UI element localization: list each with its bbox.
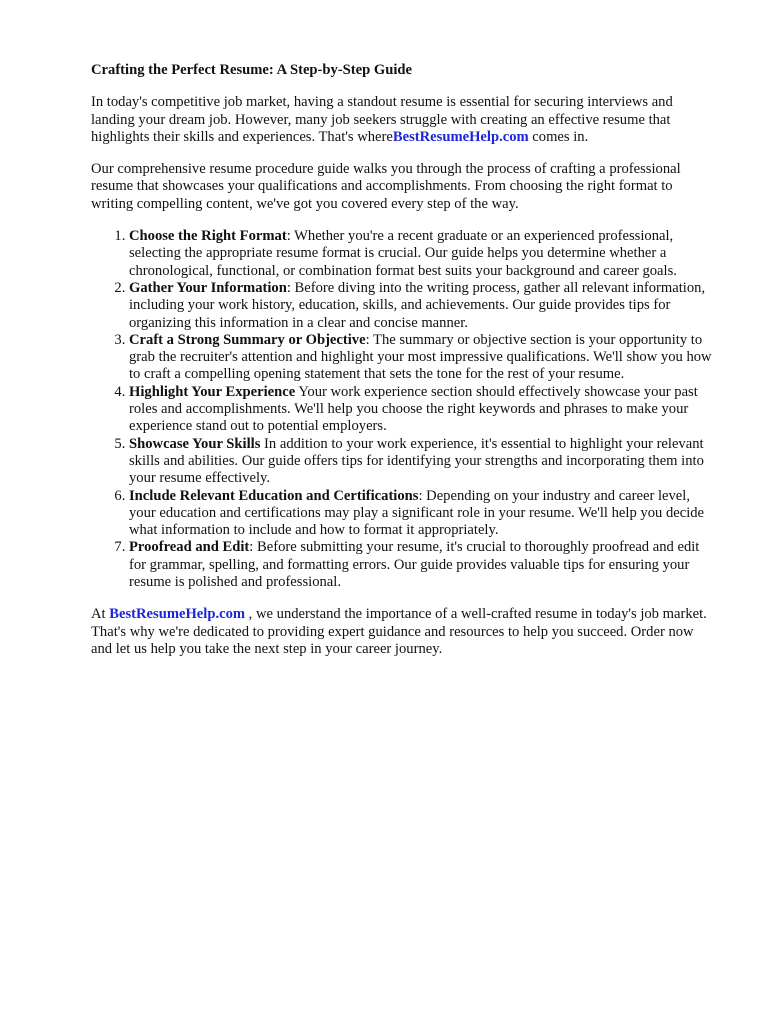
step-separator: :: [418, 487, 423, 504]
list-item: [129, 384, 718, 436]
page-title: Crafting the Perfect Resume: A Step-by-Step Guide: [91, 62, 413, 78]
list-item: [129, 488, 718, 540]
list-item: [129, 280, 718, 332]
closing-link[interactable]: BestResumeHelp.com: [109, 606, 246, 623]
step-lead: Craft a Strong Summary or Objective: [129, 331, 366, 348]
step-body: Whether you're a recent graduate or an experienced professional, selecting the appropriate resume format is crucial. Our guide helps you determine whether a chronological, functional, or combination format best suits your background and career goals.: [129, 228, 677, 279]
step-body: In addition to your work experience, it's essential to highlight your relevant skills and abilities. Our guide offers tips for identifying your strengths and incorporating them into your resume effectively.: [129, 435, 704, 487]
list-item: [129, 436, 718, 488]
intro-text: In today's competitive job market, having a standout resume is essential for securing interviews and landing your dream job. However, many job seekers struggle with creating an effective resume that highlights their skills and experiences. That's where: [91, 94, 673, 145]
step-separator: :: [286, 228, 291, 245]
steps-list: [91, 228, 718, 591]
closing-text: At: [91, 606, 110, 623]
intro-text-end: comes in.: [528, 128, 589, 145]
step-lead: Proofread and Edit: [129, 539, 250, 556]
step-body: Depending on your industry and career level, your education and certifications may play a significant role in your resume. We'll help you decide what information to include and how to format it appropriately.: [129, 487, 705, 539]
list-item: [129, 228, 718, 280]
intro-paragraph: [91, 94, 718, 146]
step-lead: Highlight Your Experience: [129, 383, 296, 400]
step-body: Before diving into the writing process, gather all relevant information, including your work history, education, skills, and achievements. Our guide provides tips for organizing this information in a clear and concise manner.: [129, 279, 706, 331]
step-lead: Choose the Right Format: [129, 228, 287, 245]
step-lead: Showcase Your Skills: [129, 435, 261, 452]
closing-paragraph: [91, 606, 718, 658]
overview-paragraph: Our comprehensive resume procedure guide walks you through the process of crafting a professional resume that showcases your qualifications and accomplishments. From choosing the right format to writing compelling content, we've got you covered every step of the way.: [91, 161, 681, 212]
step-separator: :: [286, 279, 291, 296]
step-separator: :: [365, 331, 370, 348]
step-body: Before submitting your resume, it's crucial to thoroughly proofread and edit for grammar, spelling, and formatting errors. Our guide provides valuable tips for ensuring your resume is polished and professional.: [129, 539, 700, 591]
step-lead: Gather Your Information: [129, 279, 287, 296]
step-lead: Include Relevant Education and Certifications: [129, 487, 419, 504]
intro-link[interactable]: BestResumeHelp.com: [392, 128, 529, 145]
step-body: The summary or objective section is your opportunity to grab the recruiter's attention and highlight your most impressive qualifications. We'll show you how to craft a compelling opening statement that sets the tone for the rest of your resume.: [129, 331, 712, 383]
step-body: Your work experience section should effectively showcase your past roles and accomplishments. We'll help you choose the right keywords and phrases to make your experience stand out to potential employers.: [129, 383, 698, 435]
closing-text-end: , we understand the importance of a well-crafted resume in today's job market. That's why we're dedicated to providing expert guidance and resources to help you succeed. Order now and let us help you take the next step in your career journey.: [91, 606, 707, 657]
list-item: [129, 539, 718, 591]
step-separator: :: [249, 539, 254, 556]
list-item: [129, 332, 718, 384]
